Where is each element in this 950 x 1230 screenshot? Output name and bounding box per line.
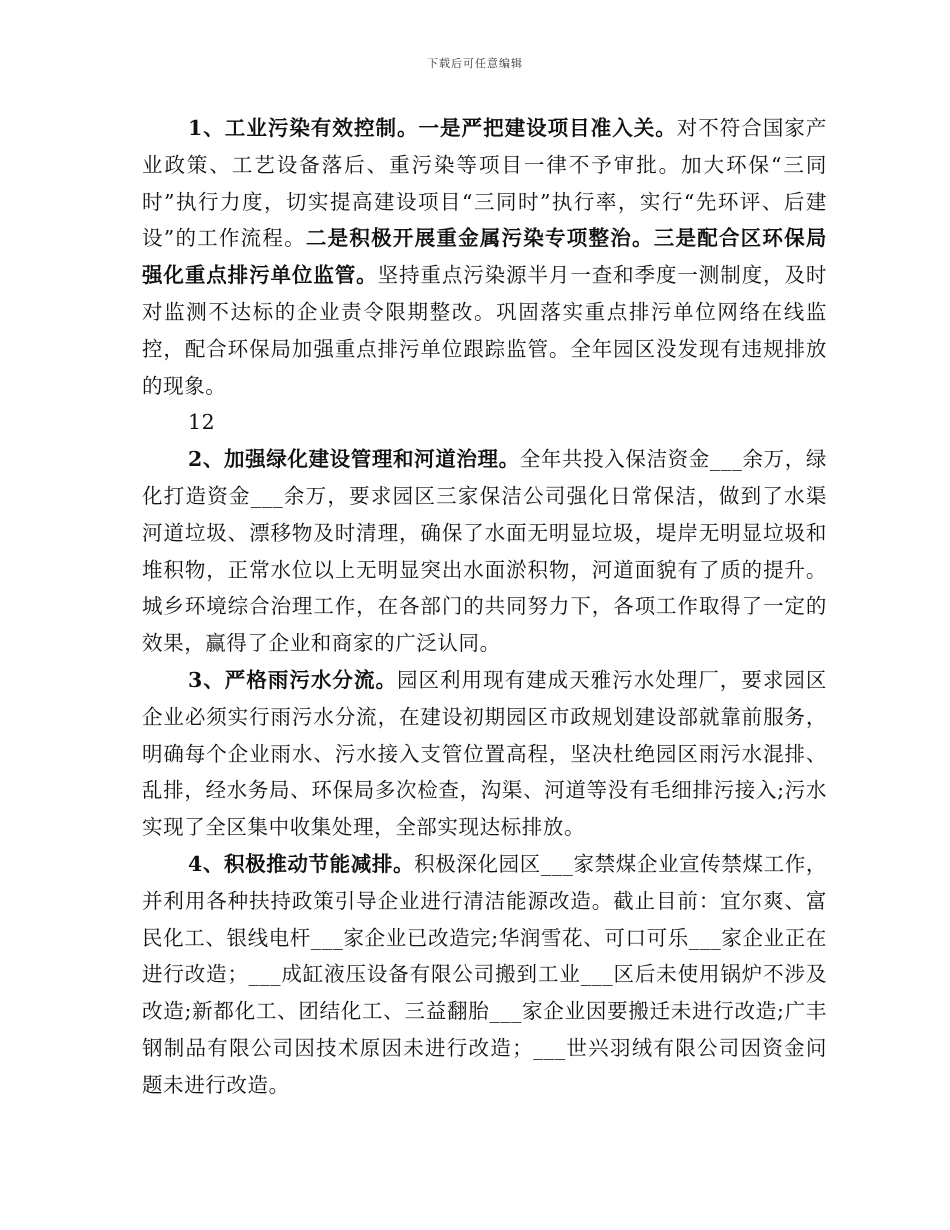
- paragraph-greening-river: [142, 441, 827, 662]
- page-header: 下载后可任意编辑: [427, 57, 523, 70]
- heading-heavy-metal-remediation: 二是积极开展重金属污染专项整治。三是配合区环保局强化重点排污单位监管。: [142, 226, 828, 288]
- paragraph-rain-sewage: [142, 662, 827, 846]
- paragraph-industrial-pollution: [142, 110, 827, 404]
- heading-energy-saving: 4、积极推动节能减排。: [188, 851, 415, 876]
- paragraph-number: [142, 404, 827, 441]
- paragraph-text: 对不符合国家产业政策、工艺设备落后、重污染等项目一律不予审批。加大环保“三同时”执行力度，切实提高建设项目“三同时”执行率，实行“先环评、后建设”的工作流程。: [142, 116, 827, 251]
- heading-greening-river: 2、加强绿化建设管理和河道治理。: [188, 447, 520, 472]
- document-body: [142, 110, 827, 1104]
- page-number-text: 12: [188, 410, 216, 435]
- heading-rain-sewage: 3、严格雨污水分流。: [188, 667, 397, 692]
- paragraph-text: 坚持重点污染源半月一查和季度一测制度，及时对监测不达标的企业责令限期整改。巩固落实重点排污单位网络在线监控，配合环保局加强重点排污单位跟踪监管。全年园区没发现有违规排放的现象。: [142, 263, 827, 398]
- paragraph-text: 全年共投入保洁资金___余万，绿化打造资金___余万，要求园区三家保洁公司强化日常保洁，做到了水渠河道垃圾、漂移物及时清理，确保了水面无明显垃圾，堤岸无明显垃圾和堆积物，正常水位以上无明显突出水面淤积物，河道面貌有了质的提升。城乡环境综合治理工作，在各部门的共同努力下，各项工作取得了一定的效果，赢得了企业和商家的广泛认同。: [142, 447, 827, 656]
- heading-industrial-pollution: 1、工业污染有效控制。一是严把建设项目准入关。: [188, 116, 677, 140]
- paragraph-text: 积极深化园区___家禁煤企业宣传禁煤工作，并利用各种扶持政策引导企业进行清洁能源改造。截止目前：宜尔爽、富民化工、银线电杆___家企业已改造完;华润雪花、可口可乐___家企业正在进行改造；___成缸液压设备有限公司搬到工业___区后未使用锅炉不涉及改造;新都化工、团结化工、三益翻胎___家企业因要搬迁未进行改造;广丰钢制品有限公司因技术原因未进行改造；___世兴羽绒有限公司因资金问题未进行改造。: [142, 851, 827, 1097]
- paragraph-text: 园区利用现有建成天雅污水处理厂，要求园区企业必须实行雨污水分流，在建设初期园区市政规划建设部就靠前服务，明确每个企业雨水、污水接入支管位置高程，坚决杜绝园区雨污水混排、乱排，经水务局、环保局多次检查，沟渠、河道等没有毛细排污接入;污水实现了全区集中收集处理，全部实现达标排放。: [142, 667, 827, 840]
- paragraph-energy-saving: [142, 846, 827, 1104]
